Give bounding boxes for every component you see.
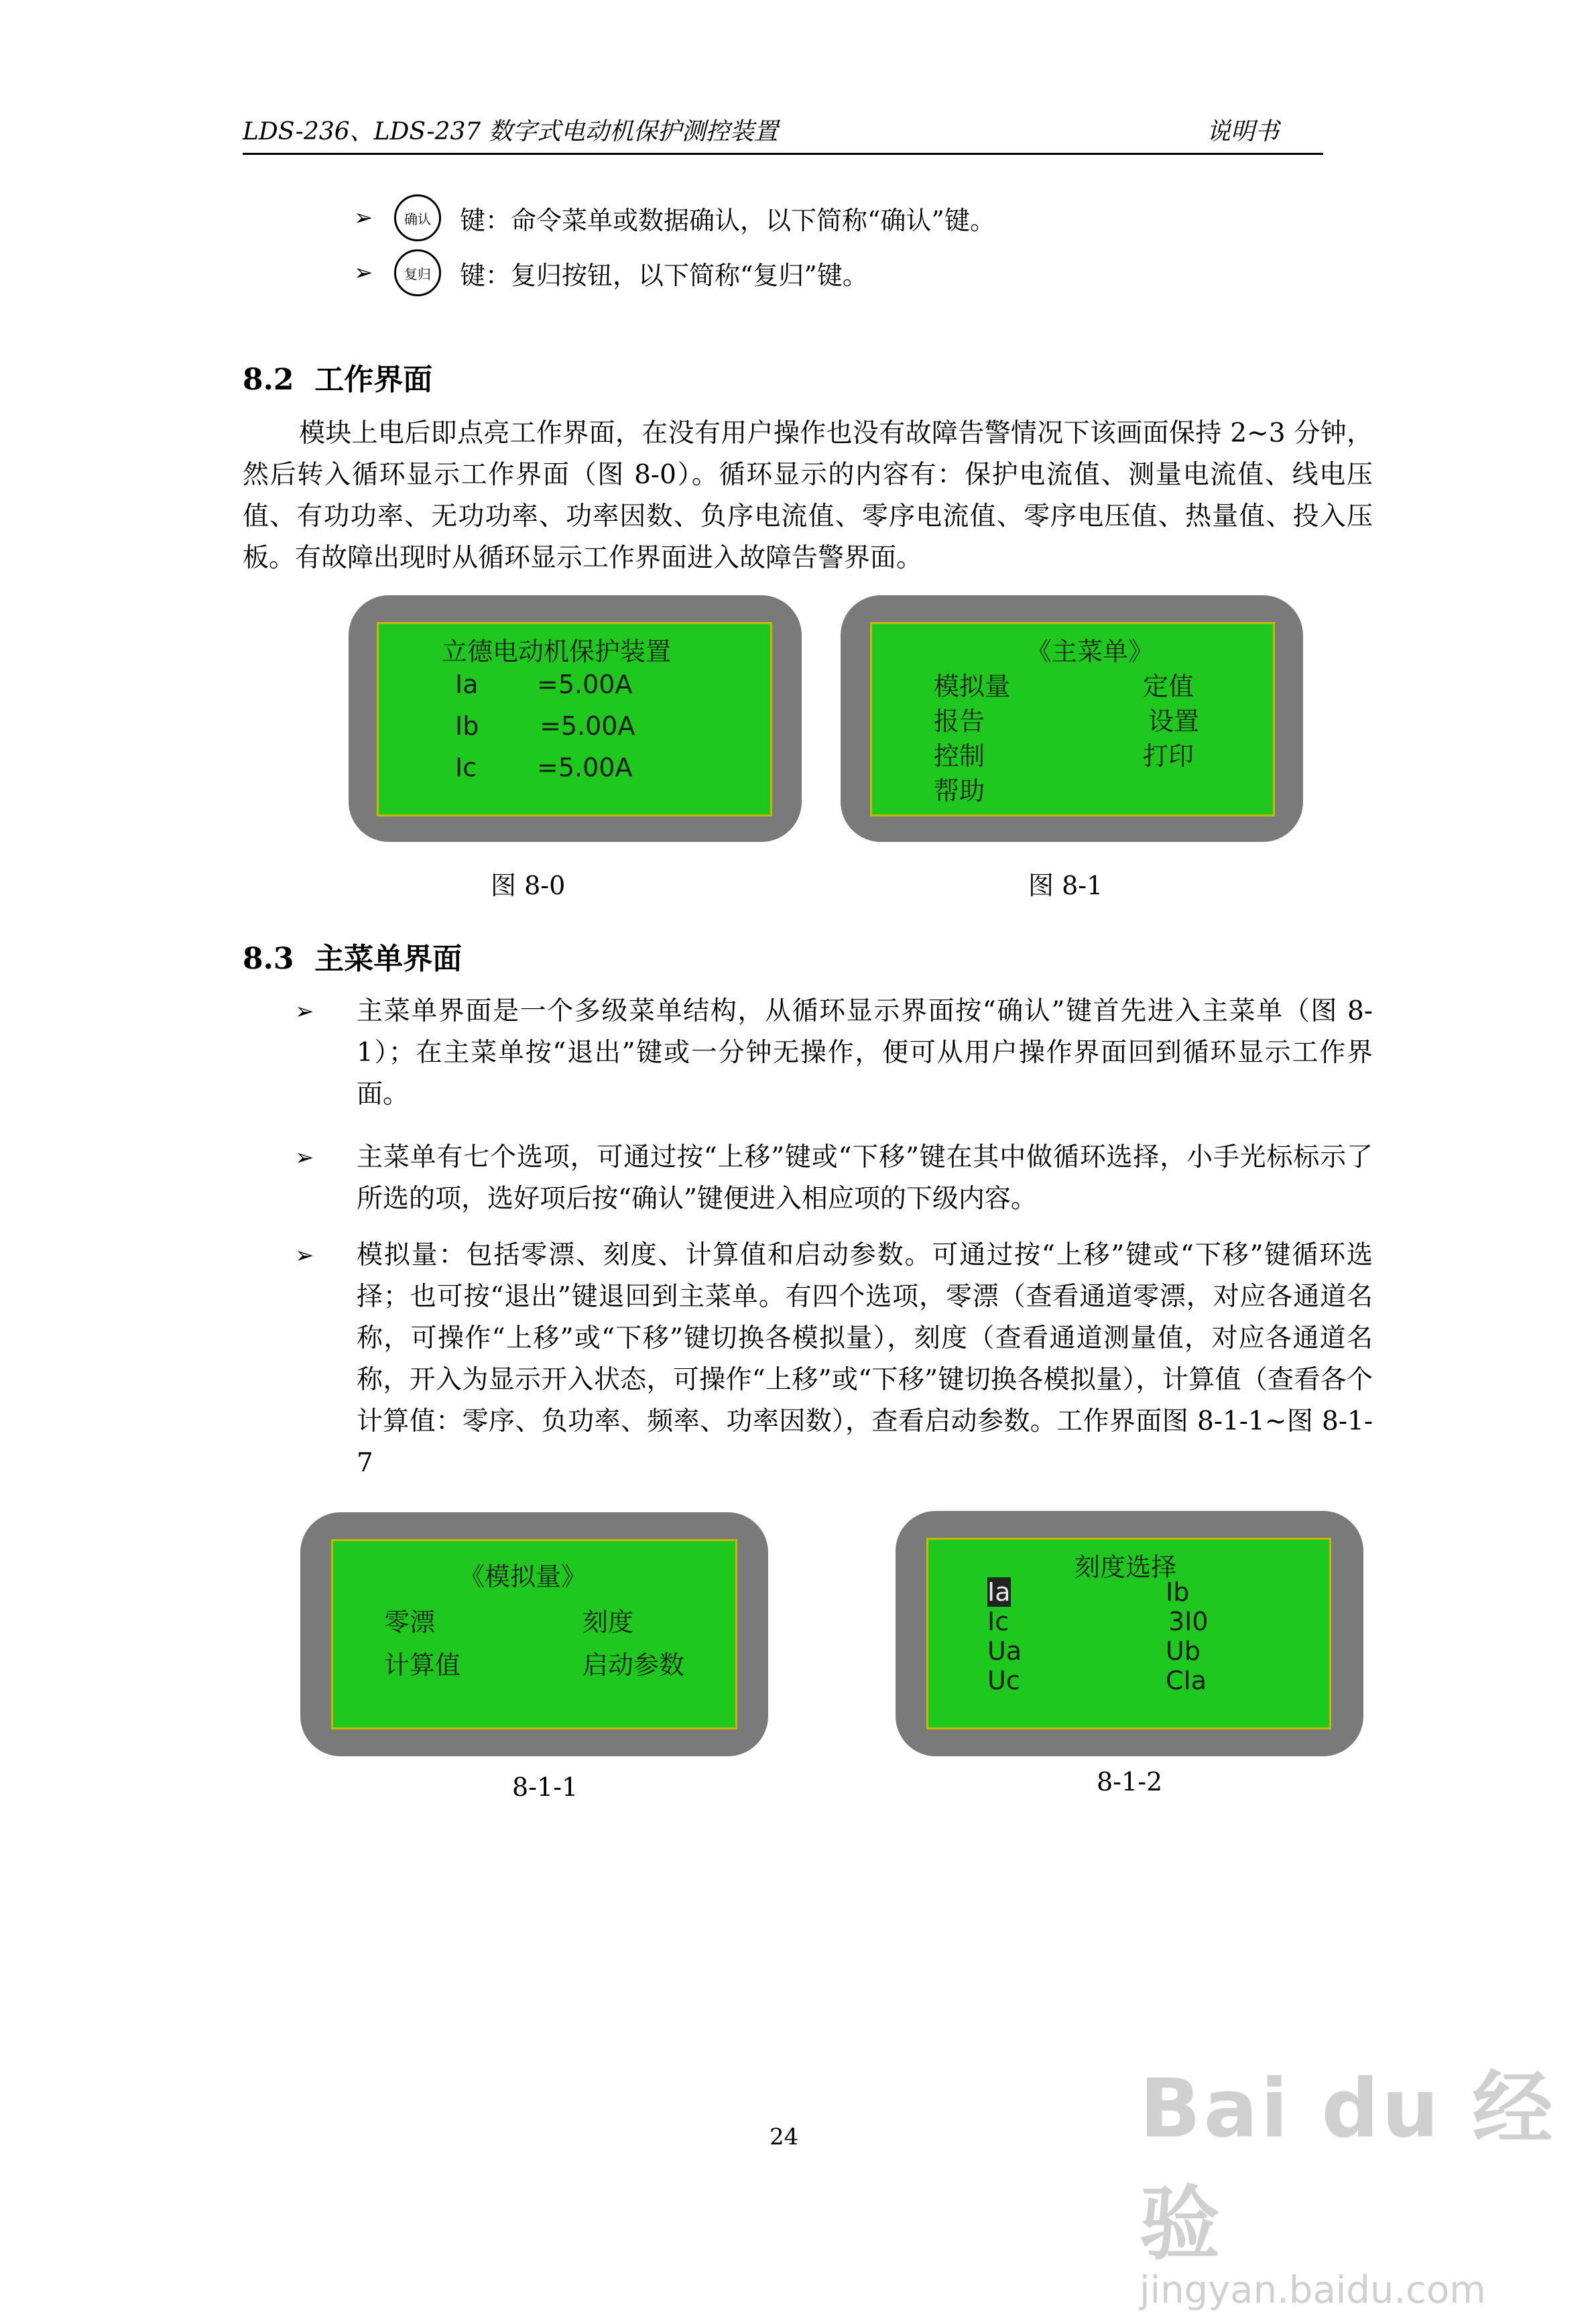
bullet-text: 主菜单有七个选项，可通过按“上移”键或“下移”键在其中做循环选择，小手光标标示了所选的项，选好项后按“确认”键便进入相应项的下级内容。 xyxy=(357,1142,1373,1214)
screen-title: 《模拟量》 xyxy=(459,1562,587,1591)
menu-item: 计算值 xyxy=(384,1650,461,1680)
screen-title: 立德电动机保护装置 xyxy=(442,637,672,666)
section-8-2-paragraph: 模块上电后即点亮工作界面，在没有用户操作也没有故障告警情况下该画面保持 2~3 分钟，然后转入循环显示工作界面（图 8-0）。循环显示的内容有：保护电流值、测量电流值、线电压值、有功功率、无功功率、功率因数、负序电流值、零序电流值、零序电压值、热量值、投入压板。有故障出现时从循环显示工作界面进入故障告警界面。 xyxy=(243,418,1373,573)
caption-fig-8-1-1: 8-1-1 xyxy=(512,1772,578,1802)
reset-key-icon: 复归 xyxy=(394,249,441,296)
row-value: =5.00A xyxy=(537,753,633,782)
menu-item: 设置 xyxy=(1148,707,1200,736)
menu-item: 控制 xyxy=(934,741,985,771)
key-confirm-item xyxy=(354,194,995,241)
lcd-device-fig-8-1 xyxy=(841,595,1303,842)
row-label: Ia xyxy=(455,670,479,699)
bullet-arrow-icon: ➢ xyxy=(354,204,373,231)
menu-item: 刻度 xyxy=(582,1607,634,1637)
lcd-screen xyxy=(377,622,772,816)
section-8-3-bullet-3 xyxy=(295,1235,1373,1484)
header-doc-type: 说明书 xyxy=(1207,118,1280,145)
channel-item: 3I0 xyxy=(1168,1607,1209,1636)
selected-channel: Ia xyxy=(987,1577,1011,1607)
bullet-arrow-icon: ➢ xyxy=(295,1144,314,1171)
header-rule xyxy=(243,153,1323,155)
lcd-screen xyxy=(870,622,1275,816)
menu-item: 打印 xyxy=(1143,741,1194,771)
menu-item: 帮助 xyxy=(934,776,985,806)
section-title: 主菜单界面 xyxy=(314,942,463,976)
key-confirm-text: 键：命令菜单或数据确认，以下简称“确认”键。 xyxy=(460,205,995,235)
menu-item: 模拟量 xyxy=(934,672,1011,701)
section-8-2-heading xyxy=(243,355,432,398)
screen-title: 《主菜单》 xyxy=(1026,637,1154,666)
menu-item: 启动参数 xyxy=(582,1650,685,1680)
row-label: Ib xyxy=(455,711,479,741)
key-reset-item xyxy=(354,249,868,296)
confirm-key-icon: 确认 xyxy=(394,194,441,241)
watermark-url: jingyan.baidu.com xyxy=(1140,2268,1486,2312)
bullet-arrow-icon: ➢ xyxy=(295,1242,314,1269)
bullet-arrow-icon: ➢ xyxy=(354,259,373,286)
menu-item: 定值 xyxy=(1143,672,1194,701)
channel-item: Ic xyxy=(987,1607,1009,1636)
bullet-text: 模拟量：包括零漂、刻度、计算值和启动参数。可通过按“上移”键或“下移”键循环选择；也可按“退出”键退回到主菜单。有四个选项，零漂（查看通道零漂，对应各通道名称，可操作“上移”或“下移”键切换各模拟量），刻度（查看通道测量值，对应各通道名称，开入为显示开入状态，可操作“上移”或“下移”键切换各模拟量），计算值（查看各个计算值：零序、负功率、频率、功率因数），查看启动参数。工作界面图 8-1-1~图 8-1-7 xyxy=(357,1240,1373,1478)
key-reset-text: 键：复归按钮，以下简称“复归”键。 xyxy=(460,260,868,290)
channel-item: Uc xyxy=(987,1666,1020,1695)
lcd-device-fig-8-1-2 xyxy=(896,1511,1363,1756)
channel-item: Ub xyxy=(1166,1636,1201,1666)
section-number: 8.3 xyxy=(243,942,294,976)
page-number: 24 xyxy=(770,2124,799,2150)
section-8-3-bullet-1 xyxy=(295,991,1373,1115)
section-number: 8.2 xyxy=(243,363,294,397)
lcd-screen xyxy=(331,1539,737,1729)
caption-fig-8-1-2: 8-1-2 xyxy=(1097,1767,1163,1797)
menu-item: 报告 xyxy=(934,707,985,736)
section-8-3-bullet-2 xyxy=(295,1137,1373,1220)
watermark-logo: Bai du 经验 xyxy=(1140,2063,1556,2271)
channel-item: Ua xyxy=(987,1636,1022,1666)
channel-item: CIa xyxy=(1166,1666,1207,1695)
section-title: 工作界面 xyxy=(314,363,433,397)
lcd-screen xyxy=(926,1538,1331,1729)
lcd-device-fig-8-1-1 xyxy=(300,1512,768,1756)
caption-fig-8-1: 图 8-1 xyxy=(1028,871,1103,900)
header-title: LDS-236、LDS-237 数字式电动机保护测控装置 xyxy=(243,118,778,145)
row-value: =5.00A xyxy=(540,711,635,741)
lcd-device-fig-8-0 xyxy=(349,595,802,842)
menu-item: 零漂 xyxy=(384,1607,436,1637)
bullet-arrow-icon: ➢ xyxy=(295,998,314,1025)
bullet-text: 主菜单界面是一个多级菜单结构，从循环显示界面按“确认”键首先进入主菜单（图 8-1）；在主菜单按“退出”键或一分钟无操作，便可从用户操作界面回到循环显示工作界面。 xyxy=(357,996,1373,1109)
baidu-watermark xyxy=(1140,2045,1596,2312)
row-label: Ic xyxy=(455,753,477,782)
caption-fig-8-0: 图 8-0 xyxy=(491,871,566,900)
row-value: =5.00A xyxy=(537,670,633,699)
channel-item: Ib xyxy=(1166,1577,1190,1607)
section-8-3-heading xyxy=(243,934,462,977)
screen-title: 刻度选择 xyxy=(1075,1553,1177,1582)
